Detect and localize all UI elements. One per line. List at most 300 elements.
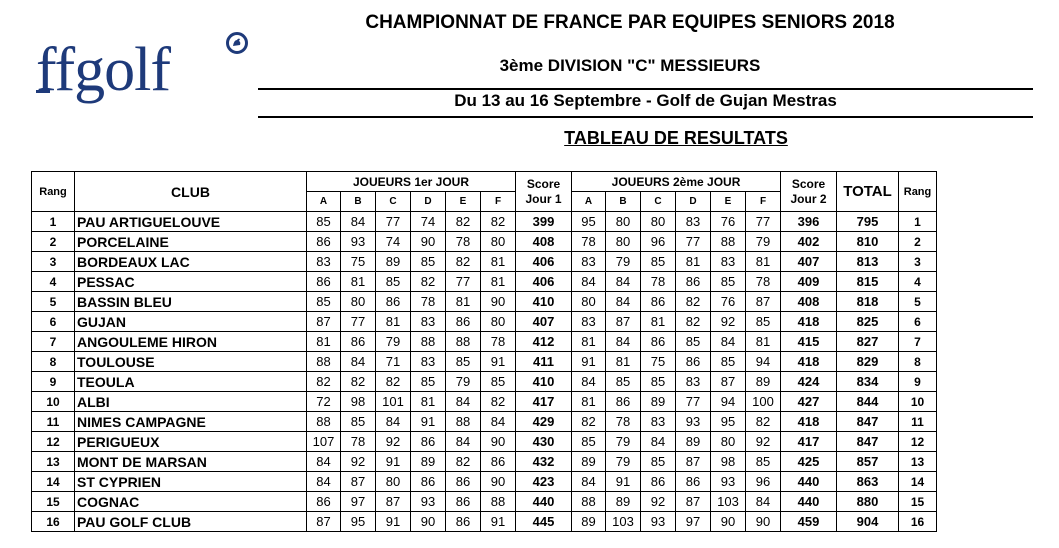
player-score-day2-cell: 83 bbox=[572, 312, 606, 332]
score-day1-cell: 412 bbox=[516, 332, 572, 352]
rank-cell: 16 bbox=[32, 512, 75, 532]
player-score-day1-cell: 86 bbox=[446, 492, 481, 512]
player-score-day2-cell: 81 bbox=[746, 252, 781, 272]
score-day1-cell: 408 bbox=[516, 232, 572, 252]
total-cell: 847 bbox=[837, 432, 899, 452]
player-score-day2-cell: 89 bbox=[641, 392, 676, 412]
player-score-day2-cell: 80 bbox=[711, 432, 746, 452]
player-score-day2-cell: 87 bbox=[606, 312, 641, 332]
player-score-day2-cell: 87 bbox=[676, 452, 711, 472]
player-score-day2-cell: 84 bbox=[711, 332, 746, 352]
header-rang-right: Rang bbox=[899, 172, 937, 212]
score-day1-cell: 432 bbox=[516, 452, 572, 472]
header-score-day1-l1: Score bbox=[526, 176, 561, 191]
header-total: TOTAL bbox=[837, 172, 899, 212]
player-score-day1-cell: 88 bbox=[307, 412, 341, 432]
rank-right-cell: 3 bbox=[899, 252, 937, 272]
logo-text: ffgolf bbox=[36, 36, 171, 104]
player-score-day1-cell: 97 bbox=[341, 492, 376, 512]
header-score-day1 bbox=[516, 172, 572, 212]
score-day2-cell: 418 bbox=[781, 352, 837, 372]
total-cell: 810 bbox=[837, 232, 899, 252]
club-cell: PERIGUEUX bbox=[75, 432, 307, 452]
score-day1-cell: 417 bbox=[516, 392, 572, 412]
player-score-day1-cell: 84 bbox=[341, 212, 376, 232]
total-cell: 813 bbox=[837, 252, 899, 272]
rank-cell: 8 bbox=[32, 352, 75, 372]
rank-cell: 10 bbox=[32, 392, 75, 412]
player-score-day1-cell: 85 bbox=[411, 252, 446, 272]
total-cell: 825 bbox=[837, 312, 899, 332]
player-score-day2-cell: 77 bbox=[746, 212, 781, 232]
rank-right-cell: 5 bbox=[899, 292, 937, 312]
player-score-day1-cell: 81 bbox=[411, 392, 446, 412]
player-score-day2-cell: 89 bbox=[746, 372, 781, 392]
player-score-day1-cell: 79 bbox=[376, 332, 411, 352]
player-score-day2-cell: 84 bbox=[572, 372, 606, 392]
player-score-day2-cell: 84 bbox=[606, 272, 641, 292]
player-score-day2-cell: 80 bbox=[606, 232, 641, 252]
rank-cell: 5 bbox=[32, 292, 75, 312]
table-title: TABLEAU DE RESULTATS bbox=[564, 128, 788, 148]
player-score-day2-cell: 80 bbox=[641, 212, 676, 232]
player-score-day2-cell: 92 bbox=[641, 492, 676, 512]
results-body bbox=[32, 212, 937, 532]
player-score-day1-cell: 85 bbox=[307, 212, 341, 232]
player-score-day2-cell: 86 bbox=[641, 472, 676, 492]
player-score-day1-cell: 85 bbox=[307, 292, 341, 312]
total-cell: 795 bbox=[837, 212, 899, 232]
player-score-day2-cell: 92 bbox=[711, 312, 746, 332]
player-score-day2-cell: 91 bbox=[572, 352, 606, 372]
score-day1-cell: 399 bbox=[516, 212, 572, 232]
player-score-day2-cell: 84 bbox=[572, 472, 606, 492]
player-score-day1-cell: 78 bbox=[411, 292, 446, 312]
player-score-day2-cell: 81 bbox=[606, 352, 641, 372]
player-score-day1-cell: 91 bbox=[481, 512, 516, 532]
score-day1-cell: 411 bbox=[516, 352, 572, 372]
player-score-day1-cell: 86 bbox=[341, 332, 376, 352]
score-day1-cell: 440 bbox=[516, 492, 572, 512]
score-day2-cell: 415 bbox=[781, 332, 837, 352]
player-score-day1-cell: 90 bbox=[481, 292, 516, 312]
player-score-day1-cell: 81 bbox=[307, 332, 341, 352]
player-score-day1-cell: 84 bbox=[376, 412, 411, 432]
rank-cell: 9 bbox=[32, 372, 75, 392]
player-score-day2-cell: 96 bbox=[641, 232, 676, 252]
player-score-day2-cell: 81 bbox=[746, 332, 781, 352]
header-joueurs-day2: JOUEURS 2ème JOUR bbox=[572, 172, 781, 192]
score-day2-cell: 459 bbox=[781, 512, 837, 532]
player-score-day1-cell: 90 bbox=[411, 232, 446, 252]
table-row bbox=[32, 332, 937, 352]
rank-right-cell: 8 bbox=[899, 352, 937, 372]
rank-right-cell: 10 bbox=[899, 392, 937, 412]
player-score-day2-cell: 83 bbox=[572, 252, 606, 272]
player-score-day1-cell: 72 bbox=[307, 392, 341, 412]
table-row bbox=[32, 512, 937, 532]
player-score-day1-cell: 77 bbox=[376, 212, 411, 232]
player-score-day1-cell: 84 bbox=[307, 452, 341, 472]
table-row bbox=[32, 392, 937, 412]
player-score-day2-cell: 80 bbox=[606, 212, 641, 232]
player-score-day2-cell: 83 bbox=[676, 212, 711, 232]
rank-right-cell: 6 bbox=[899, 312, 937, 332]
club-cell: MONT DE MARSAN bbox=[75, 452, 307, 472]
player-score-day2-cell: 103 bbox=[606, 512, 641, 532]
player-score-day1-cell: 84 bbox=[481, 412, 516, 432]
player-score-day1-cell: 88 bbox=[411, 332, 446, 352]
player-score-day2-cell: 75 bbox=[641, 352, 676, 372]
player-score-day2-cell: 93 bbox=[641, 512, 676, 532]
header-player-f-day2: F bbox=[746, 192, 781, 212]
player-score-day1-cell: 95 bbox=[341, 512, 376, 532]
player-score-day1-cell: 86 bbox=[411, 472, 446, 492]
score-day2-cell: 424 bbox=[781, 372, 837, 392]
division-title: 3ème DIVISION "C" MESSIEURS bbox=[499, 56, 761, 75]
score-day2-cell: 425 bbox=[781, 452, 837, 472]
header-score-day2-l1: Score bbox=[791, 176, 826, 191]
player-score-day1-cell: 87 bbox=[341, 472, 376, 492]
player-score-day1-cell: 85 bbox=[481, 372, 516, 392]
player-score-day1-cell: 82 bbox=[446, 252, 481, 272]
player-score-day1-cell: 86 bbox=[307, 232, 341, 252]
total-cell: 815 bbox=[837, 272, 899, 292]
player-score-day2-cell: 85 bbox=[746, 452, 781, 472]
club-cell: TOULOUSE bbox=[75, 352, 307, 372]
score-day2-cell: 418 bbox=[781, 312, 837, 332]
score-day2-cell: 408 bbox=[781, 292, 837, 312]
header-player-e-day2: E bbox=[711, 192, 746, 212]
player-score-day2-cell: 79 bbox=[746, 232, 781, 252]
rank-cell: 7 bbox=[32, 332, 75, 352]
club-cell: GUJAN bbox=[75, 312, 307, 332]
player-score-day2-cell: 78 bbox=[641, 272, 676, 292]
rank-cell: 2 bbox=[32, 232, 75, 252]
score-day2-cell: 418 bbox=[781, 412, 837, 432]
player-score-day1-cell: 88 bbox=[446, 412, 481, 432]
player-score-day2-cell: 100 bbox=[746, 392, 781, 412]
total-cell: 827 bbox=[837, 332, 899, 352]
player-score-day2-cell: 85 bbox=[676, 332, 711, 352]
player-score-day1-cell: 86 bbox=[446, 472, 481, 492]
player-score-day2-cell: 88 bbox=[572, 492, 606, 512]
rank-right-cell: 4 bbox=[899, 272, 937, 292]
player-score-day2-cell: 81 bbox=[572, 392, 606, 412]
player-score-day2-cell: 89 bbox=[606, 492, 641, 512]
player-score-day1-cell: 80 bbox=[481, 312, 516, 332]
header-score-day2-l2: Jour 2 bbox=[790, 191, 827, 206]
player-score-day2-cell: 85 bbox=[572, 432, 606, 452]
player-score-day2-cell: 84 bbox=[606, 332, 641, 352]
table-row bbox=[32, 292, 937, 312]
total-cell: 829 bbox=[837, 352, 899, 372]
score-day2-cell: 402 bbox=[781, 232, 837, 252]
player-score-day1-cell: 93 bbox=[411, 492, 446, 512]
player-score-day1-cell: 91 bbox=[411, 412, 446, 432]
player-score-day1-cell: 82 bbox=[481, 392, 516, 412]
header-joueurs-day1: JOUEURS 1er JOUR bbox=[307, 172, 516, 192]
club-cell: PAU ARTIGUELOUVE bbox=[75, 212, 307, 232]
player-score-day2-cell: 86 bbox=[606, 392, 641, 412]
player-score-day1-cell: 82 bbox=[446, 212, 481, 232]
player-score-day1-cell: 87 bbox=[376, 492, 411, 512]
table-row bbox=[32, 372, 937, 392]
player-score-day2-cell: 92 bbox=[746, 432, 781, 452]
player-score-day2-cell: 87 bbox=[711, 372, 746, 392]
player-score-day2-cell: 77 bbox=[676, 392, 711, 412]
player-score-day1-cell: 75 bbox=[341, 252, 376, 272]
player-score-day1-cell: 88 bbox=[307, 352, 341, 372]
player-score-day1-cell: 78 bbox=[481, 332, 516, 352]
player-score-day1-cell: 91 bbox=[481, 352, 516, 372]
player-score-day1-cell: 86 bbox=[411, 432, 446, 452]
player-score-day1-cell: 83 bbox=[411, 352, 446, 372]
player-score-day2-cell: 86 bbox=[641, 292, 676, 312]
player-score-day1-cell: 74 bbox=[411, 212, 446, 232]
score-day1-cell: 423 bbox=[516, 472, 572, 492]
club-cell: PAU GOLF CLUB bbox=[75, 512, 307, 532]
player-score-day1-cell: 85 bbox=[341, 412, 376, 432]
player-score-day2-cell: 85 bbox=[641, 372, 676, 392]
player-score-day1-cell: 86 bbox=[446, 512, 481, 532]
player-score-day1-cell: 88 bbox=[446, 332, 481, 352]
header-player-b-day1: B bbox=[341, 192, 376, 212]
player-score-day2-cell: 85 bbox=[641, 252, 676, 272]
divider-bottom bbox=[258, 116, 1033, 118]
ffgolf-logo bbox=[36, 30, 262, 116]
header-rang: Rang bbox=[32, 172, 75, 212]
rank-cell: 11 bbox=[32, 412, 75, 432]
player-score-day1-cell: 91 bbox=[376, 452, 411, 472]
club-cell: NIMES CAMPAGNE bbox=[75, 412, 307, 432]
player-score-day2-cell: 87 bbox=[676, 492, 711, 512]
player-score-day2-cell: 86 bbox=[676, 352, 711, 372]
score-day1-cell: 410 bbox=[516, 292, 572, 312]
table-row bbox=[32, 212, 937, 232]
player-score-day1-cell: 93 bbox=[341, 232, 376, 252]
club-cell: PESSAC bbox=[75, 272, 307, 292]
player-score-day2-cell: 83 bbox=[711, 252, 746, 272]
club-cell: COGNAC bbox=[75, 492, 307, 512]
player-score-day1-cell: 81 bbox=[376, 312, 411, 332]
player-score-day1-cell: 101 bbox=[376, 392, 411, 412]
header-player-e-day1: E bbox=[446, 192, 481, 212]
player-score-day2-cell: 85 bbox=[711, 272, 746, 292]
player-score-day2-cell: 84 bbox=[641, 432, 676, 452]
table-row bbox=[32, 352, 937, 372]
table-row bbox=[32, 452, 937, 472]
player-score-day1-cell: 90 bbox=[411, 512, 446, 532]
header-score-day2 bbox=[781, 172, 837, 212]
score-day1-cell: 410 bbox=[516, 372, 572, 392]
player-score-day1-cell: 81 bbox=[481, 272, 516, 292]
club-cell: PORCELAINE bbox=[75, 232, 307, 252]
score-day2-cell: 427 bbox=[781, 392, 837, 412]
table-row bbox=[32, 252, 937, 272]
total-cell: 880 bbox=[837, 492, 899, 512]
player-score-day2-cell: 95 bbox=[572, 212, 606, 232]
player-score-day1-cell: 84 bbox=[446, 392, 481, 412]
total-cell: 844 bbox=[837, 392, 899, 412]
player-score-day2-cell: 76 bbox=[711, 212, 746, 232]
score-day1-cell: 429 bbox=[516, 412, 572, 432]
total-cell: 857 bbox=[837, 452, 899, 472]
header-player-a-day1: A bbox=[307, 192, 341, 212]
club-cell: TEOULA bbox=[75, 372, 307, 392]
rank-right-cell: 14 bbox=[899, 472, 937, 492]
player-score-day2-cell: 90 bbox=[746, 512, 781, 532]
player-score-day2-cell: 93 bbox=[676, 412, 711, 432]
player-score-day2-cell: 82 bbox=[572, 412, 606, 432]
player-score-day2-cell: 96 bbox=[746, 472, 781, 492]
player-score-day1-cell: 86 bbox=[446, 312, 481, 332]
player-score-day2-cell: 87 bbox=[746, 292, 781, 312]
rooster-registered-icon bbox=[226, 32, 248, 54]
player-score-day2-cell: 81 bbox=[641, 312, 676, 332]
player-score-day1-cell: 78 bbox=[446, 232, 481, 252]
rank-right-cell: 12 bbox=[899, 432, 937, 452]
player-score-day2-cell: 91 bbox=[606, 472, 641, 492]
header-player-f-day1: F bbox=[481, 192, 516, 212]
player-score-day1-cell: 77 bbox=[341, 312, 376, 332]
player-score-day1-cell: 83 bbox=[307, 252, 341, 272]
player-score-day2-cell: 82 bbox=[746, 412, 781, 432]
rank-cell: 12 bbox=[32, 432, 75, 452]
player-score-day2-cell: 84 bbox=[606, 292, 641, 312]
score-day1-cell: 407 bbox=[516, 312, 572, 332]
score-day1-cell: 406 bbox=[516, 252, 572, 272]
player-score-day2-cell: 79 bbox=[606, 452, 641, 472]
player-score-day1-cell: 88 bbox=[481, 492, 516, 512]
table-row bbox=[32, 492, 937, 512]
player-score-day2-cell: 81 bbox=[572, 332, 606, 352]
player-score-day2-cell: 79 bbox=[606, 432, 641, 452]
club-cell: BORDEAUX LAC bbox=[75, 252, 307, 272]
rank-cell: 14 bbox=[32, 472, 75, 492]
player-score-day2-cell: 79 bbox=[606, 252, 641, 272]
rank-cell: 4 bbox=[32, 272, 75, 292]
player-score-day1-cell: 107 bbox=[307, 432, 341, 452]
player-score-day1-cell: 87 bbox=[307, 512, 341, 532]
player-score-day1-cell: 86 bbox=[307, 272, 341, 292]
header-player-a-day2: A bbox=[572, 192, 606, 212]
player-score-day1-cell: 81 bbox=[446, 292, 481, 312]
table-row bbox=[32, 312, 937, 332]
player-score-day2-cell: 86 bbox=[641, 332, 676, 352]
player-score-day1-cell: 90 bbox=[481, 432, 516, 452]
player-score-day1-cell: 77 bbox=[446, 272, 481, 292]
rank-right-cell: 11 bbox=[899, 412, 937, 432]
player-score-day2-cell: 94 bbox=[711, 392, 746, 412]
player-score-day1-cell: 82 bbox=[341, 372, 376, 392]
total-cell: 818 bbox=[837, 292, 899, 312]
player-score-day1-cell: 92 bbox=[376, 432, 411, 452]
player-score-day1-cell: 91 bbox=[376, 512, 411, 532]
total-cell: 904 bbox=[837, 512, 899, 532]
player-score-day2-cell: 88 bbox=[711, 232, 746, 252]
rank-right-cell: 9 bbox=[899, 372, 937, 392]
player-score-day1-cell: 74 bbox=[376, 232, 411, 252]
player-score-day1-cell: 80 bbox=[481, 232, 516, 252]
player-score-day1-cell: 84 bbox=[446, 432, 481, 452]
rank-right-cell: 13 bbox=[899, 452, 937, 472]
player-score-day1-cell: 82 bbox=[481, 212, 516, 232]
player-score-day2-cell: 83 bbox=[641, 412, 676, 432]
player-score-day1-cell: 84 bbox=[341, 352, 376, 372]
score-day1-cell: 430 bbox=[516, 432, 572, 452]
score-day2-cell: 417 bbox=[781, 432, 837, 452]
player-score-day2-cell: 85 bbox=[606, 372, 641, 392]
score-day2-cell: 409 bbox=[781, 272, 837, 292]
header-player-b-day2: B bbox=[606, 192, 641, 212]
header-player-d-day1: D bbox=[411, 192, 446, 212]
header-player-d-day2: D bbox=[676, 192, 711, 212]
player-score-day1-cell: 90 bbox=[481, 472, 516, 492]
rank-cell: 15 bbox=[32, 492, 75, 512]
player-score-day1-cell: 82 bbox=[446, 452, 481, 472]
rank-cell: 3 bbox=[32, 252, 75, 272]
championship-title: CHAMPIONNAT DE FRANCE PAR EQUIPES SENIORS 2018 bbox=[365, 12, 895, 33]
score-day2-cell: 407 bbox=[781, 252, 837, 272]
player-score-day2-cell: 89 bbox=[572, 452, 606, 472]
total-cell: 834 bbox=[837, 372, 899, 392]
player-score-day2-cell: 78 bbox=[746, 272, 781, 292]
player-score-day2-cell: 80 bbox=[572, 292, 606, 312]
player-score-day2-cell: 97 bbox=[676, 512, 711, 532]
rank-cell: 6 bbox=[32, 312, 75, 332]
rank-cell: 1 bbox=[32, 212, 75, 232]
player-score-day1-cell: 84 bbox=[307, 472, 341, 492]
player-score-day1-cell: 92 bbox=[341, 452, 376, 472]
player-score-day2-cell: 81 bbox=[676, 252, 711, 272]
table-row bbox=[32, 272, 937, 292]
rank-right-cell: 7 bbox=[899, 332, 937, 352]
player-score-day1-cell: 89 bbox=[411, 452, 446, 472]
player-score-day2-cell: 84 bbox=[572, 272, 606, 292]
player-score-day2-cell: 85 bbox=[746, 312, 781, 332]
results-table bbox=[31, 171, 937, 532]
player-score-day2-cell: 77 bbox=[676, 232, 711, 252]
player-score-day2-cell: 85 bbox=[641, 452, 676, 472]
player-score-day1-cell: 85 bbox=[446, 352, 481, 372]
player-score-day2-cell: 82 bbox=[676, 292, 711, 312]
player-score-day2-cell: 78 bbox=[606, 412, 641, 432]
player-score-day1-cell: 80 bbox=[376, 472, 411, 492]
player-score-day1-cell: 81 bbox=[481, 252, 516, 272]
player-score-day2-cell: 86 bbox=[676, 472, 711, 492]
rank-right-cell: 1 bbox=[899, 212, 937, 232]
score-day2-cell: 440 bbox=[781, 472, 837, 492]
club-cell: BASSIN BLEU bbox=[75, 292, 307, 312]
player-score-day2-cell: 103 bbox=[711, 492, 746, 512]
player-score-day2-cell: 82 bbox=[676, 312, 711, 332]
player-score-day1-cell: 83 bbox=[411, 312, 446, 332]
table-row bbox=[32, 412, 937, 432]
header-club: CLUB bbox=[75, 172, 307, 212]
player-score-day1-cell: 86 bbox=[481, 452, 516, 472]
header-score-day1-l2: Jour 1 bbox=[525, 191, 562, 206]
player-score-day2-cell: 85 bbox=[711, 352, 746, 372]
table-row bbox=[32, 232, 937, 252]
player-score-day2-cell: 76 bbox=[711, 292, 746, 312]
player-score-day2-cell: 95 bbox=[711, 412, 746, 432]
player-score-day1-cell: 81 bbox=[341, 272, 376, 292]
header-player-c-day1: C bbox=[376, 192, 411, 212]
player-score-day2-cell: 93 bbox=[711, 472, 746, 492]
rank-right-cell: 16 bbox=[899, 512, 937, 532]
player-score-day1-cell: 85 bbox=[376, 272, 411, 292]
